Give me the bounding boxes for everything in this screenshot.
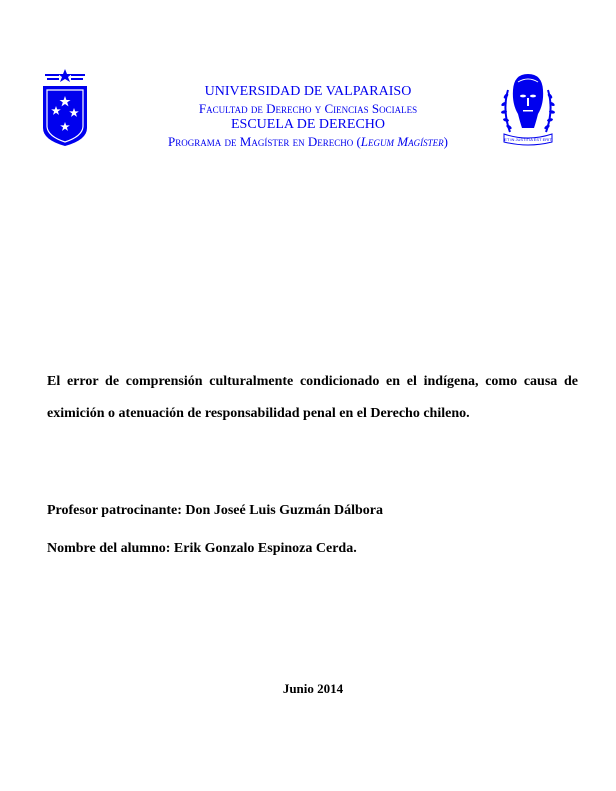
faculty-name: Facultad de Derecho y Ciencias Sociales (198, 100, 418, 116)
faculty-medallion-icon (498, 70, 558, 146)
university-name: UNIVERSIDAD DE VALPARAISO (204, 84, 412, 99)
professor-line: Profesor patrocinante: Don Joseé Luis Guzmán Dálbora (47, 503, 383, 518)
program-name: Programa de Magíster en Derecho (Legum Magíster) (168, 133, 448, 149)
thesis-title: El error de comprensión culturalmente condicionado en el indígena, como causa de eximición o atenuación de responsabilidad penal en el Derecho chileno. (47, 374, 578, 421)
university-shield-icon (41, 68, 89, 148)
student-line: Nombre del alumno: Erik Gonzalo Espinoza Cerda. (47, 541, 357, 556)
medallion-motto: ET IN JUSTITIA EST ERIT (504, 137, 552, 142)
submission-date: Junio 2014 (282, 681, 344, 696)
institution-header (100, 84, 516, 150)
school-name: ESCUELA DE DERECHO (231, 117, 385, 132)
